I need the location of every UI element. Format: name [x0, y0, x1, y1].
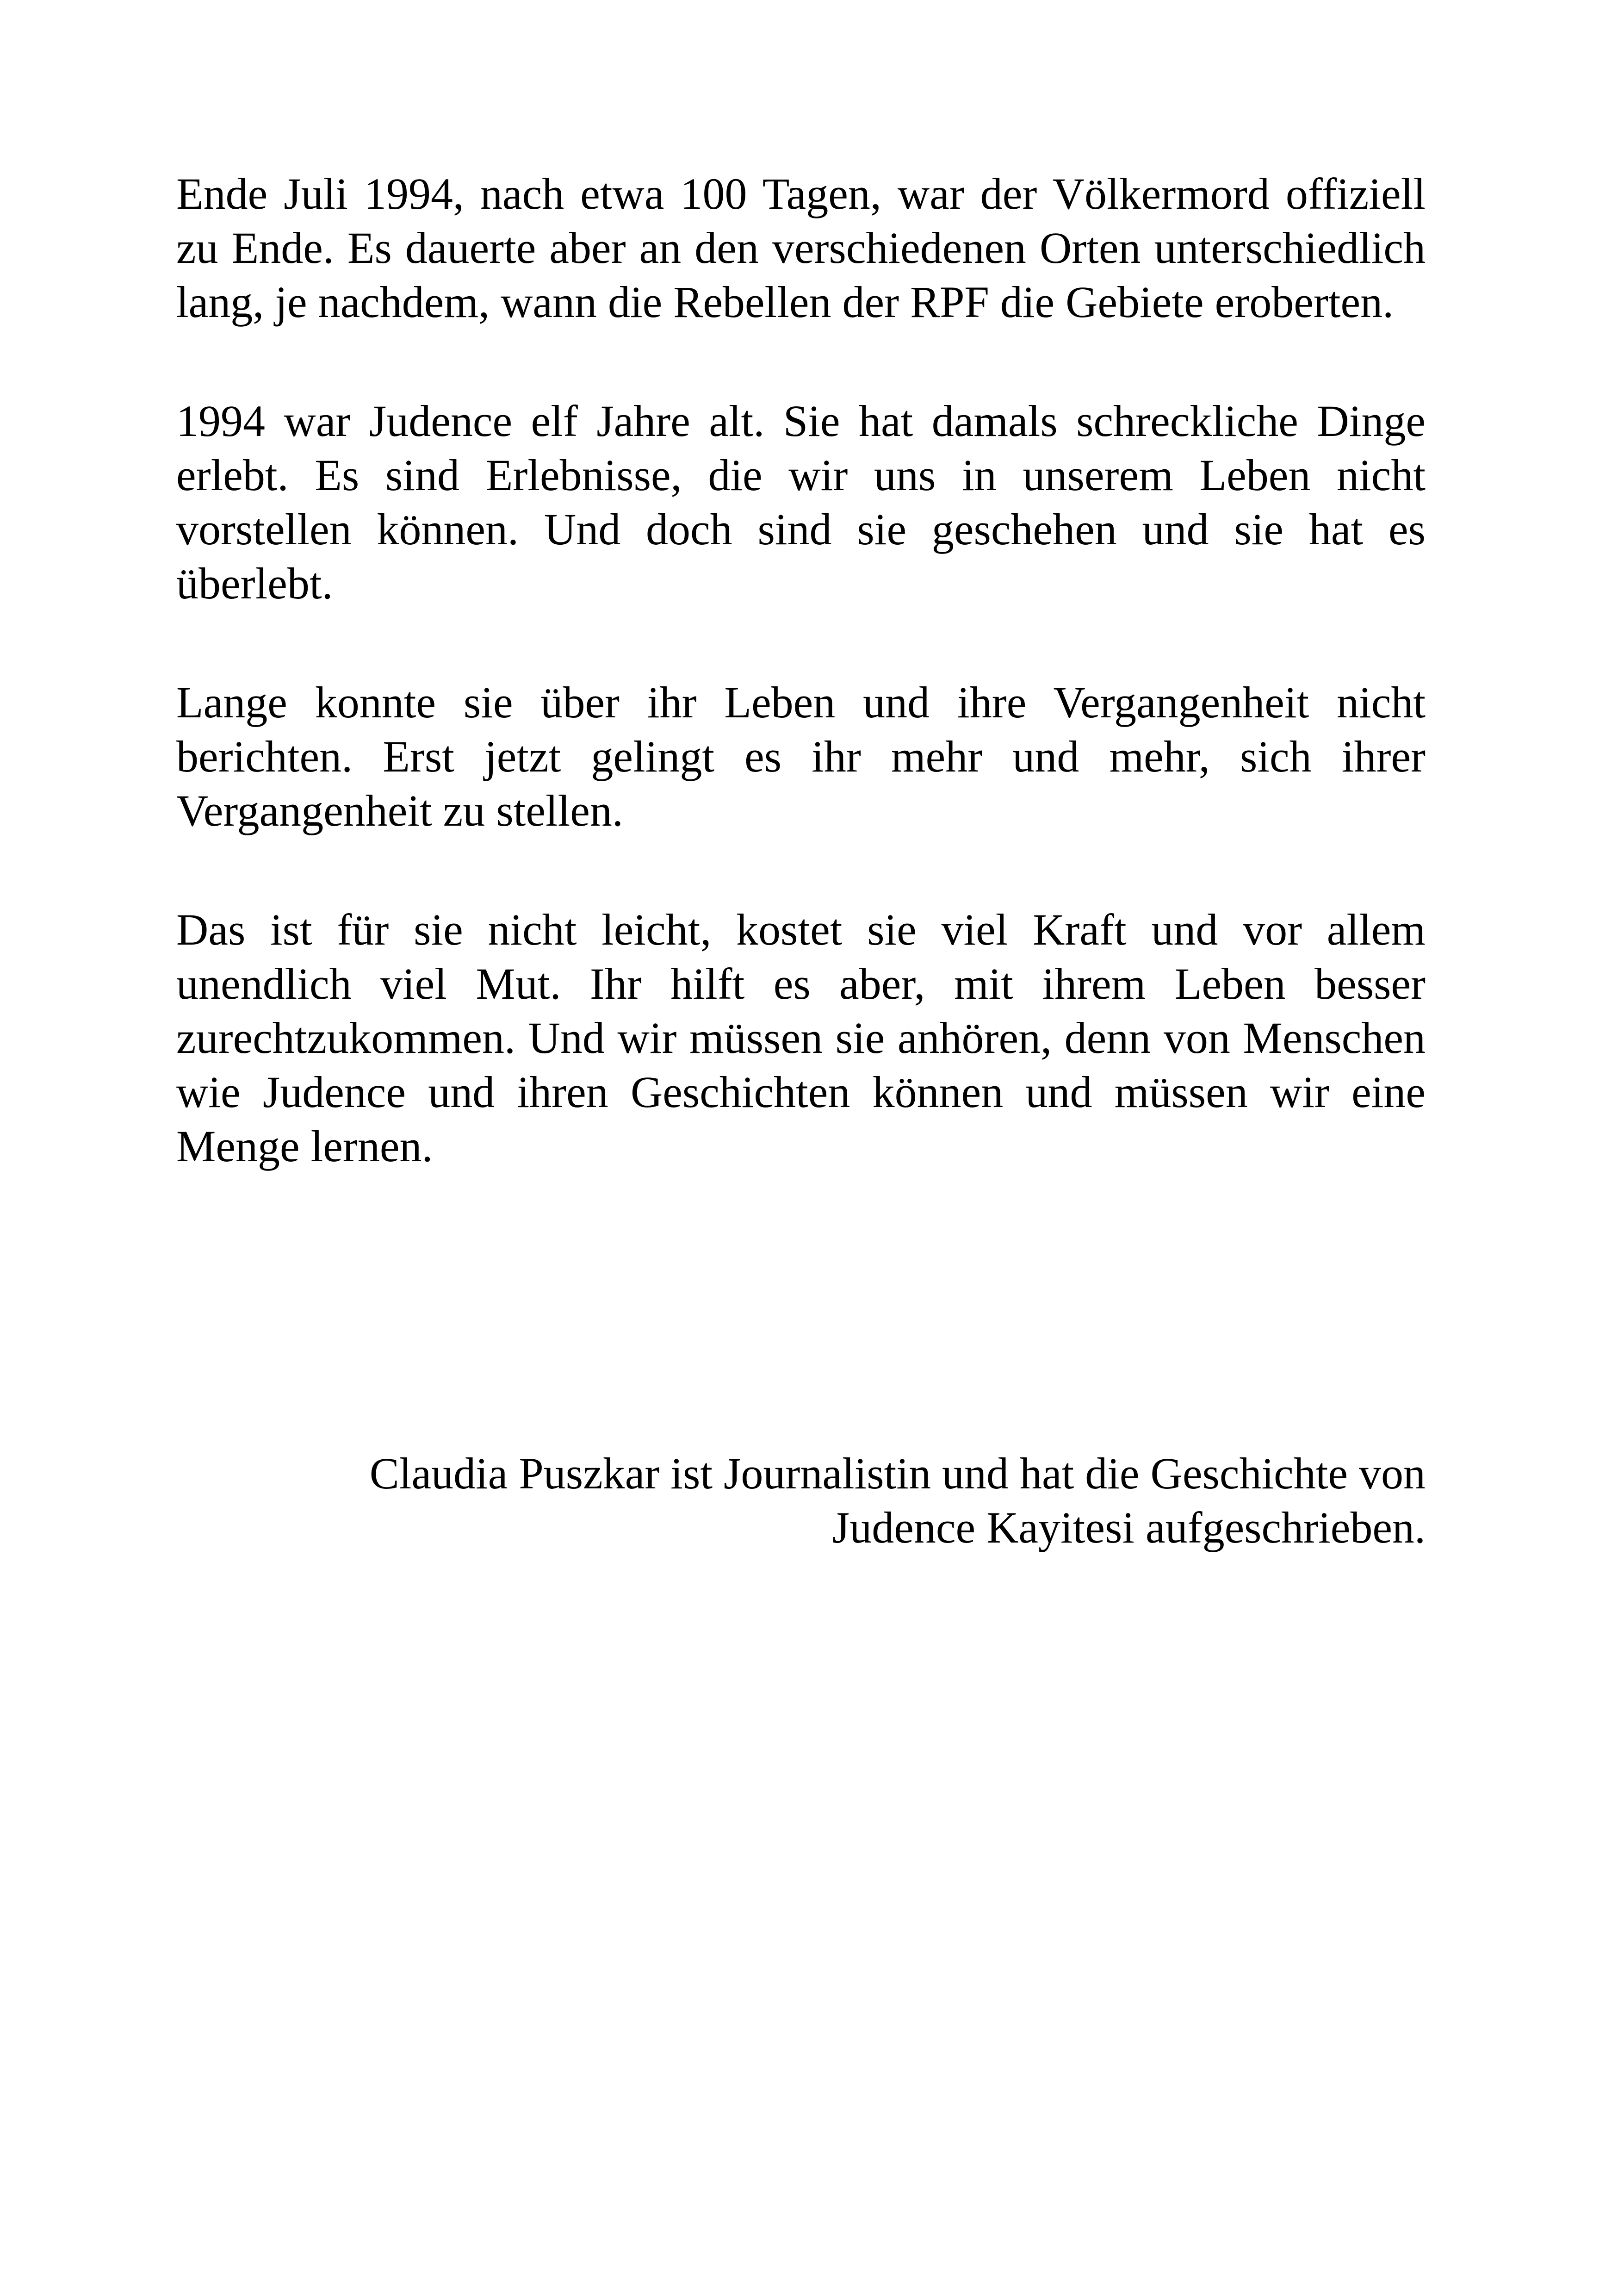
paragraph-2: 1994 war Judence elf Jahre alt. Sie hat damals schreckliche Dinge erlebt. Es sind Erlebnisse, die wir uns in unserem Leben nicht vorstellen können. Und doch sind sie geschehen und sie hat es überlebt. [176, 396, 1426, 608]
paragraph-1: Ende Juli 1994, nach etwa 100 Tagen, war der Völkermord offiziell zu Ende. Es dauerte aber an den verschiedenen Orten unterschiedlich lang, je nachdem, wann die Rebellen der RPF die Gebiete eroberten. [176, 169, 1426, 327]
author-note-line-1: Claudia Puszkar ist Journalistin und hat die Geschichte von [369, 1449, 1426, 1498]
author-note [176, 1446, 1426, 1555]
body-text [176, 167, 1426, 1238]
author-note-line-2: Judence Kayitesi aufgeschrieben. [832, 1503, 1426, 1552]
paragraph-4: Das ist für sie nicht leicht, kostet sie viel Kraft und vor allem unendlich viel Mut. Ihr hilft es aber, mit ihrem Leben besser zurechtzukommen. Und wir müssen sie anhören, denn von Menschen wie Judence und ihren Geschichten können und müssen wir eine Menge lernen. [176, 905, 1426, 1171]
paragraph-3: Lange konnte sie über ihr Leben und ihre Vergangenheit nicht berichten. Erst jetzt gelingt es ihr mehr und mehr, sich ihrer Vergangenheit zu stellen. [176, 678, 1426, 835]
